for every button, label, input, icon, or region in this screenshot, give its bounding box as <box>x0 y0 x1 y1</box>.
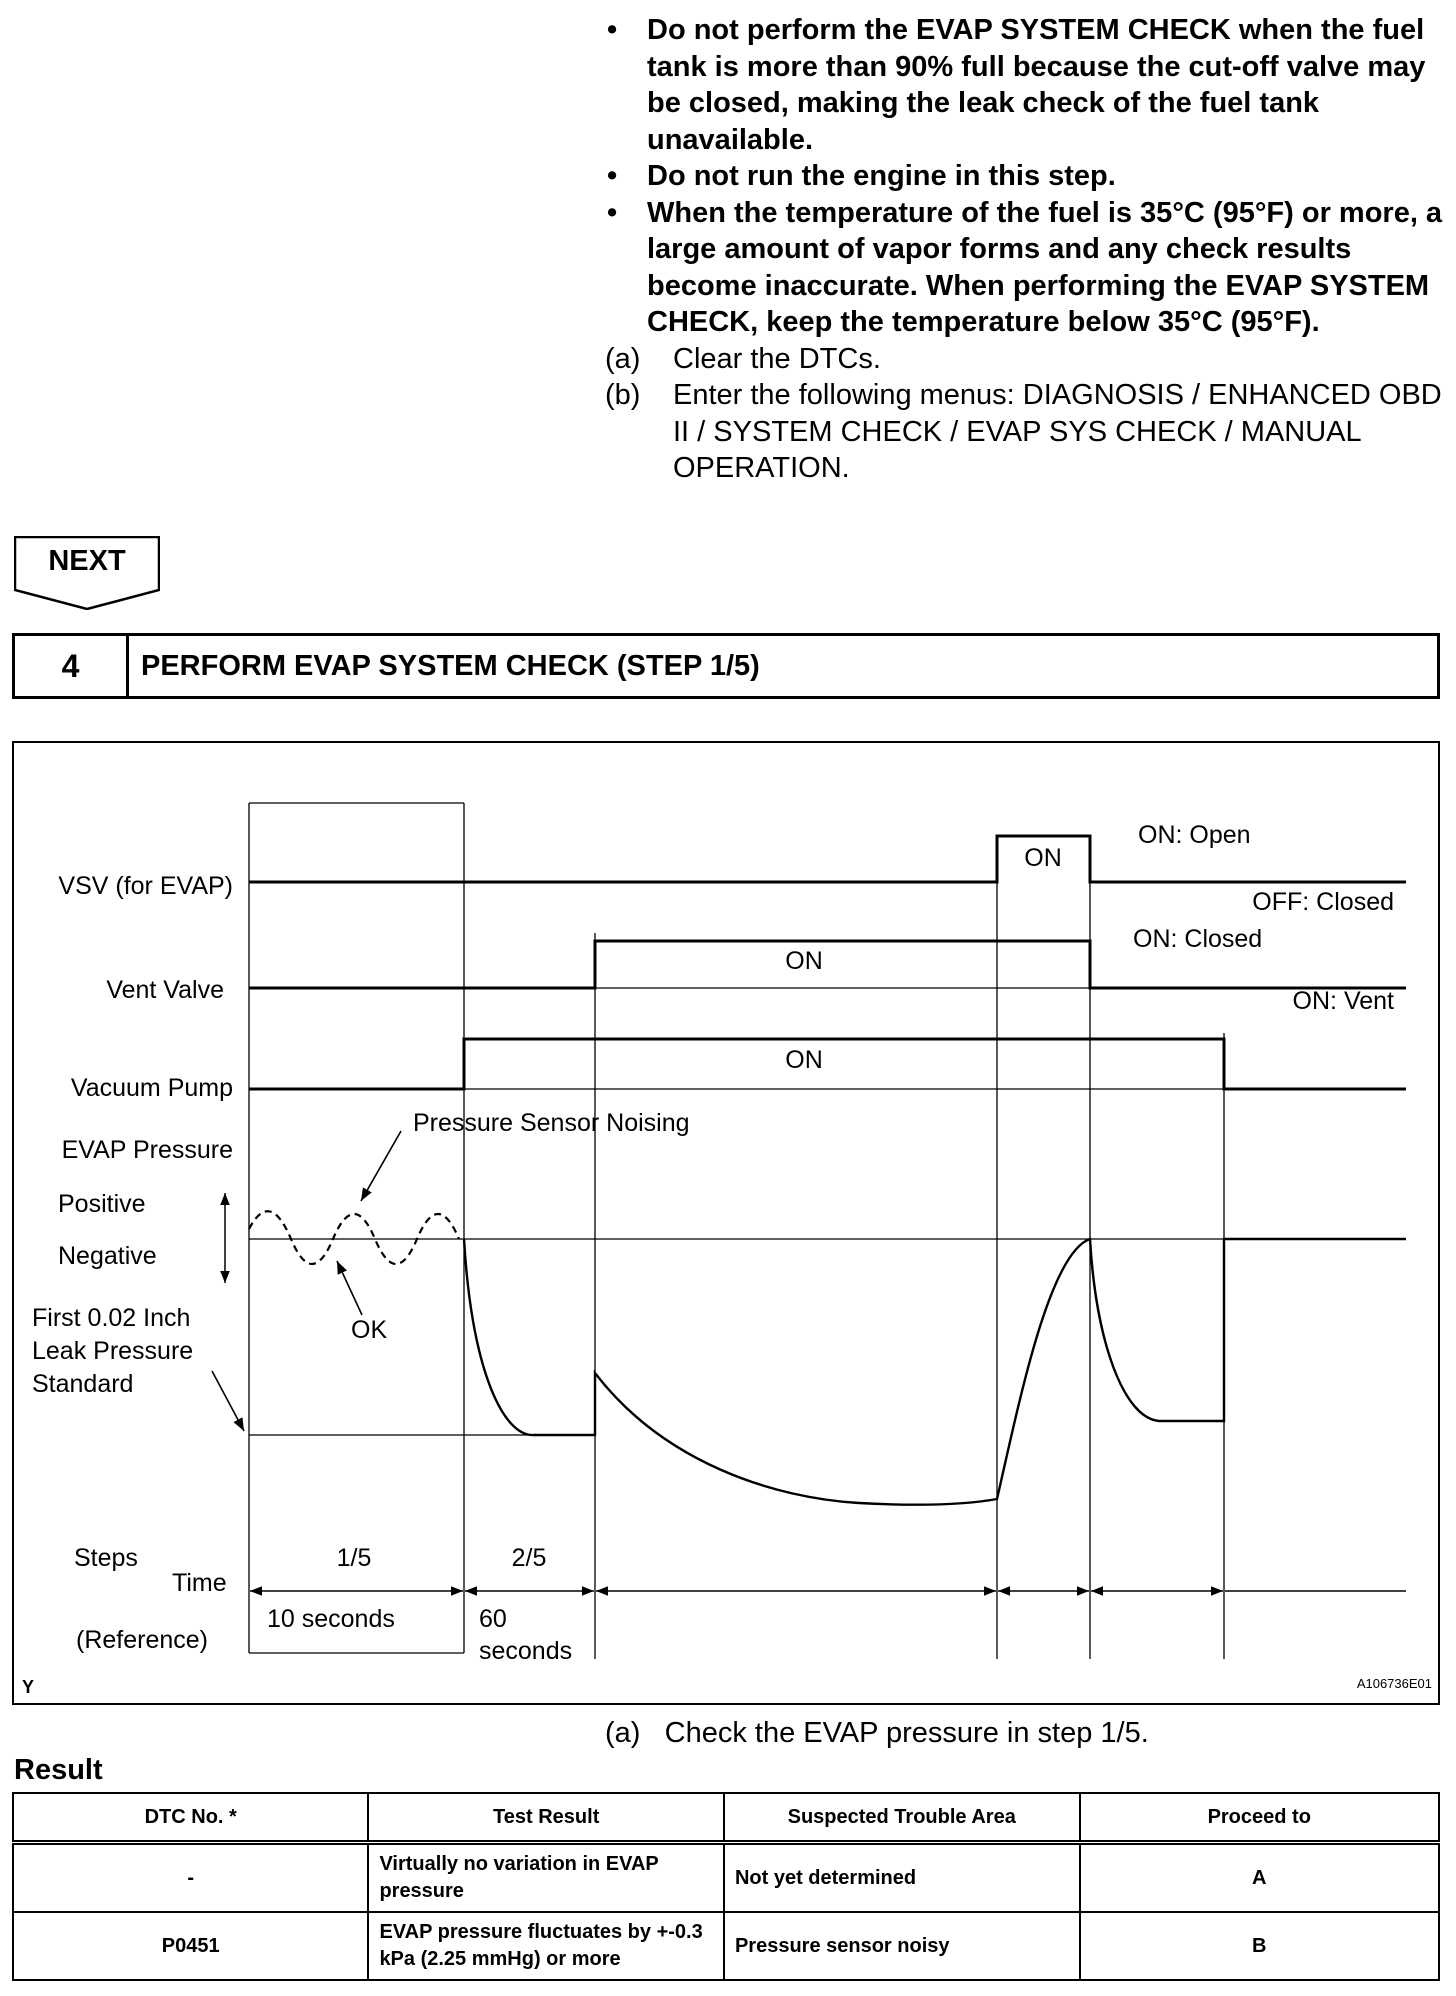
note-bullet: • When the temperature of the fuel is 35°C (95°F) or more, a large amount of vapor forms and any check results become inaccurate. When performing the EVAP SYSTEM CHECK, keep the temperature below 35°C (95°F). <box>607 196 1443 338</box>
next-label: NEXT <box>48 545 126 577</box>
step-2-label: 2/5 <box>511 1544 547 1572</box>
label-leak-standard: First 0.02 Inch <box>32 1304 191 1332</box>
corner-mark: Y <box>22 1677 35 1697</box>
cell-proceed: A <box>1080 1843 1440 1913</box>
leak-pointer-icon <box>212 1371 244 1431</box>
step-title: PERFORM EVAP SYSTEM CHECK (STEP 1/5) <box>141 649 760 682</box>
state-on-vent: ON: Vent <box>1292 987 1394 1015</box>
guide-lines <box>249 803 1224 1659</box>
annotation-ok: OK <box>351 1316 388 1344</box>
step-1-label: 1/5 <box>336 1544 372 1572</box>
cell-dtc: P0451 <box>13 1912 368 1980</box>
step-number: 4 <box>15 636 129 696</box>
state-on-closed: ON: Closed <box>1133 925 1263 953</box>
note-bullet: • Do not run the engine in this step. <box>607 160 1116 192</box>
label-negative: Negative <box>58 1242 157 1270</box>
next-badge <box>14 536 160 610</box>
procedure-step: (b) Enter the following menus: DIAGNOSIS / ENHANCED OBD II / SYSTEM CHECK / EVAP SYS CHECK / MANUAL OPERATION. <box>605 379 1442 484</box>
label-positive: Positive <box>58 1190 146 1218</box>
cell-trouble-area: Pressure sensor noisy <box>724 1912 1080 1980</box>
state-on-open: ON: Open <box>1138 821 1251 849</box>
noise-pointer-icon <box>361 1131 401 1201</box>
result-heading: Result <box>14 1754 103 1786</box>
figure-id: A106736E01 <box>1356 1676 1432 1691</box>
ok-pointer-icon <box>337 1261 362 1315</box>
step-header <box>12 633 1440 699</box>
column-header: Proceed to <box>1080 1793 1440 1843</box>
time-2-label: 60 <box>479 1605 507 1633</box>
time-1-label: 10 seconds <box>267 1605 395 1633</box>
label-steps: Steps <box>74 1544 138 1572</box>
cell-test-result: EVAP pressure fluctuates by +-0.3 kPa (2.25 mmHg) or more <box>368 1912 724 1980</box>
procedure-step: (a) Clear the DTCs. <box>605 342 881 375</box>
time-2-label: seconds <box>479 1637 573 1665</box>
column-header: Test Result <box>368 1793 724 1843</box>
row-label-vent: Vent Valve <box>106 976 224 1004</box>
table-row <box>13 1843 1439 1913</box>
row-label-pressure: EVAP Pressure <box>61 1136 233 1164</box>
check-step: (a) Check the EVAP pressure in step 1/5. <box>605 1717 1149 1749</box>
evap-pressure-curve <box>464 1239 1406 1505</box>
cell-trouble-area: Not yet determined <box>724 1843 1080 1913</box>
label-reference: (Reference) <box>76 1626 208 1654</box>
state-vsv-on: ON <box>1024 844 1062 872</box>
noise-wave <box>249 1211 459 1264</box>
row-label-pump: Vacuum Pump <box>70 1074 233 1102</box>
table-row <box>13 1912 1439 1980</box>
column-header: Suspected Trouble Area <box>724 1793 1080 1843</box>
cell-test-result: Virtually no variation in EVAP pressure <box>368 1843 724 1913</box>
result-table <box>12 1792 1440 1981</box>
vacuum-pump-signal <box>249 1039 1406 1089</box>
cell-dtc: - <box>13 1843 368 1913</box>
table-header-row <box>13 1793 1439 1843</box>
cell-proceed: B <box>1080 1912 1440 1980</box>
label-leak-standard: Leak Pressure <box>32 1337 194 1365</box>
notes-section <box>605 12 1445 487</box>
annotation-noising: Pressure Sensor Noising <box>413 1109 690 1137</box>
label-time: Time <box>172 1569 227 1597</box>
row-label-vsv: VSV (for EVAP) <box>58 872 233 900</box>
timing-diagram <box>12 741 1440 1705</box>
label-leak-standard: Standard <box>32 1370 134 1398</box>
state-vent-on: ON <box>785 947 823 975</box>
note-bullet: • Do not perform the EVAP SYSTEM CHECK when the fuel tank is more than 90% full because the cut-off valve may be closed, making the leak check of the fuel tank unavailable. <box>607 14 1426 156</box>
column-header: DTC No. * <box>13 1793 368 1843</box>
state-pump-on: ON <box>785 1046 823 1074</box>
state-off-closed: OFF: Closed <box>1252 888 1394 916</box>
